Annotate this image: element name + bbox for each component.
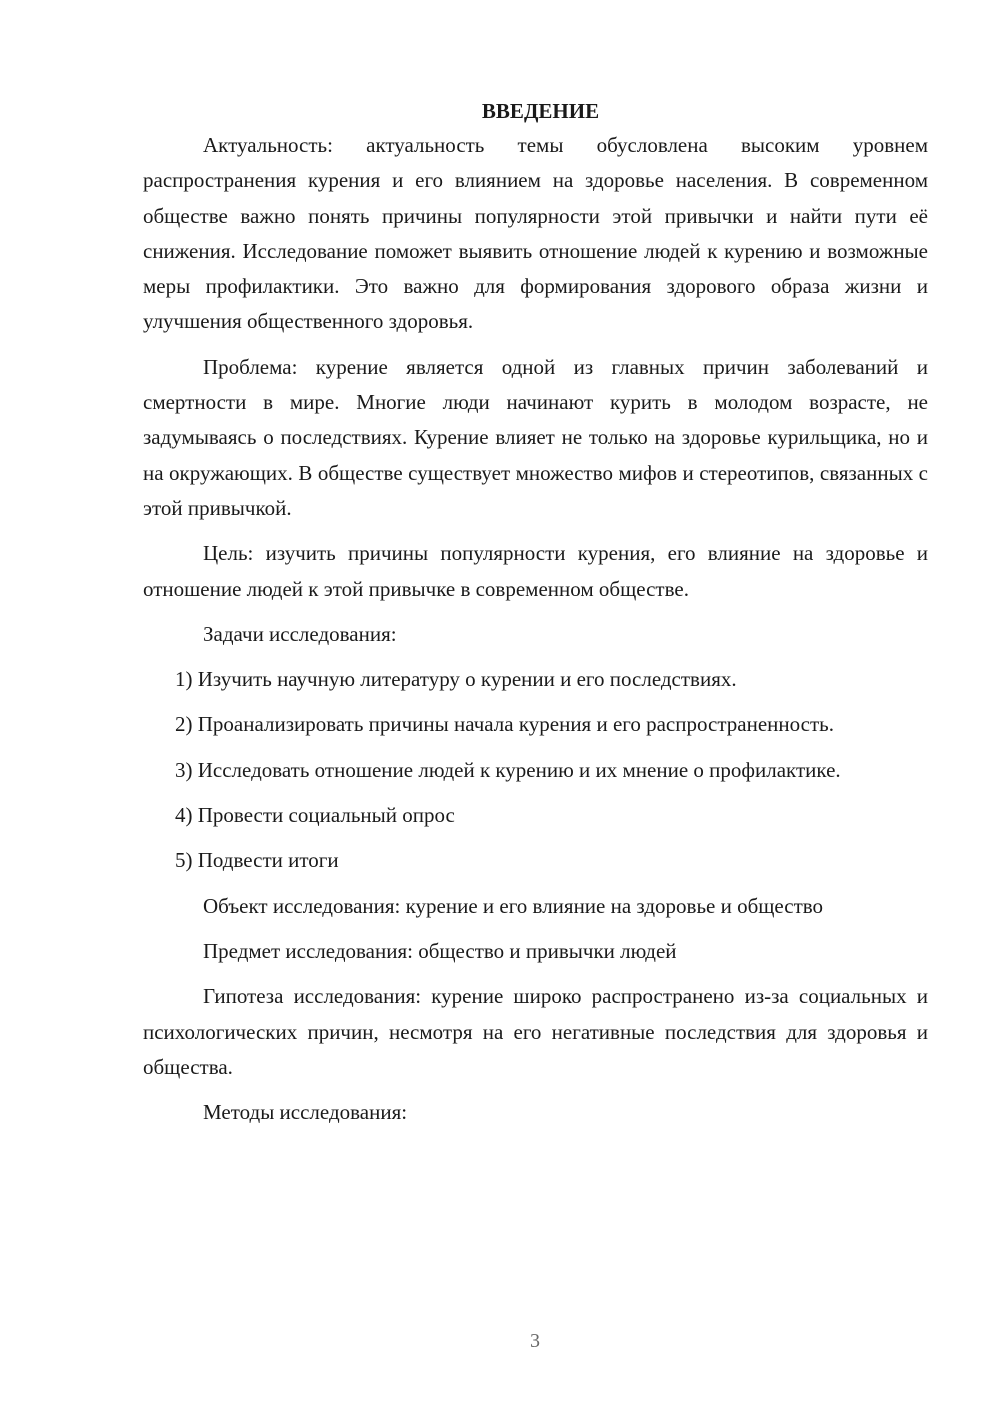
paragraph-object: Объект исследования: курение и его влияние на здоровье и общество (203, 893, 824, 918)
section-title: ВВЕДЕНИЕ (481, 99, 600, 123)
paragraph-hypothesis: Гипотеза исследования: курение широко распространено из-за социальных и психологических причин, несмотря на его негативные последствия для здоровья и общества. (143, 984, 928, 1079)
task-item-2: 2) Проанализировать причины начала курения и его распространенность. (175, 712, 834, 737)
paragraph-problem: Проблема: курение является одной из главных причин заболеваний и смертности в мире. Многие люди начинают курить в молодом возрасте, не задумываясь о последствиях. Курение влияет не только на здоровье курильщика, но и на окружающих. В обществе существует множество мифов и стереотипов, связанных с этой привычкой. (143, 354, 928, 520)
page-number: 3 (530, 1330, 540, 1352)
paragraph-methods: Методы исследования: (203, 1100, 408, 1125)
document-page (143, 95, 928, 1140)
task-item-4: 4) Провести социальный опрос (175, 803, 455, 828)
paragraph-subject: Предмет исследования: общество и привычки людей (203, 938, 677, 963)
paragraph-tasks-heading: Задачи исследования: (203, 621, 397, 646)
paragraph-goal: Цель: изучить причины популярности курения, его влияние на здоровье и отношение людей к этой привычке в современном обществе. (143, 541, 928, 601)
task-item-1: 1) Изучить научную литературу о курении и его последствиях. (175, 667, 737, 692)
task-item-5: 5) Подвести итоги (175, 848, 339, 873)
paragraph-relevance: Актуальность: актуальность темы обусловлена высоким уровнем распространения курения и его влиянием на здоровье населения. В современном обществе важно понять причины популярности этой привычки и найти пути её снижения. Исследование поможет выявить отношение людей к курению и возможные меры профилактики. Это важно для формирования здорового образа жизни и улучшения общественного здоровья. (143, 133, 928, 334)
task-item-3: 3) Исследовать отношение людей к курению и их мнение о профилактике. (175, 757, 841, 782)
